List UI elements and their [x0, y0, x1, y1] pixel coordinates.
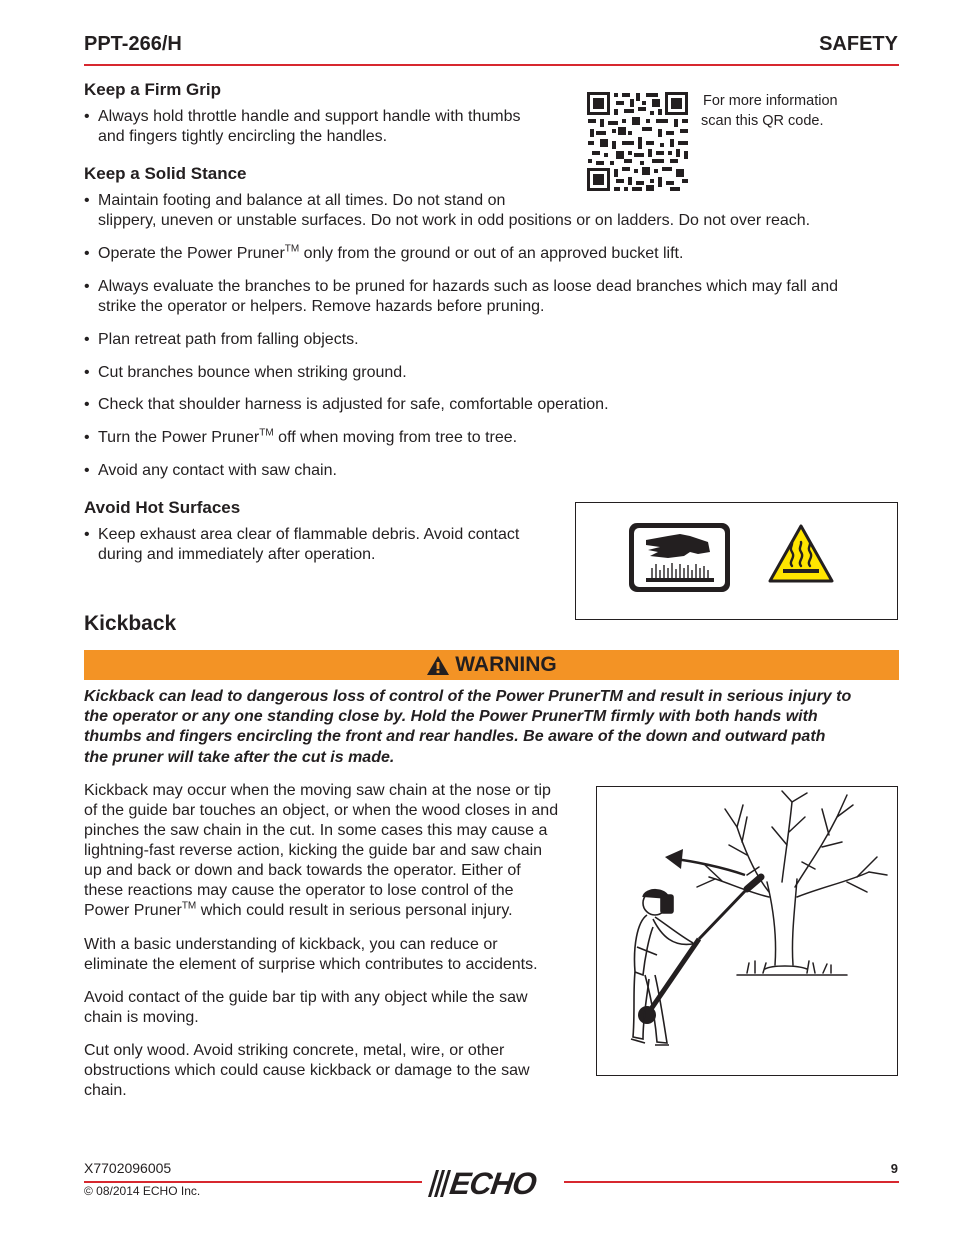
- hot-surface-warning-icon: [768, 524, 834, 584]
- operator-pruning-tree-illustration: [597, 787, 897, 1075]
- qr-code[interactable]: [586, 91, 689, 192]
- page-number: 9: [890, 1161, 898, 1176]
- hot-bullet: • Keep exhaust area clear of flammable debris. Avoid contact during and immediately after operation.: [84, 525, 564, 565]
- echo-logo: [426, 1167, 560, 1201]
- footer-rule-right: [564, 1181, 899, 1183]
- header-rule: [84, 64, 899, 66]
- grip-bullet: • Always hold throttle handle and support handle with thumbs and fingers tightly encircling the handles.: [84, 107, 564, 147]
- kickback-paragraph-2: With a basic understanding of kickback, you can reduce or eliminate the element of surprise which contributes to accidents.: [84, 936, 538, 973]
- stance-bullet-tree: • Turn the Power Pruner™ off when moving from tree to tree.: [84, 428, 899, 448]
- stance-bullet-bounce: • Cut branches bounce when striking ground.: [84, 363, 899, 383]
- kickback-illustration-box: [596, 786, 898, 1076]
- warning-label: WARNING: [455, 653, 557, 676]
- kickback-heading: Kickback: [84, 612, 177, 635]
- footer-rule-left: [84, 1181, 422, 1183]
- stance-bullet-chain: • Avoid any contact with saw chain.: [84, 461, 899, 481]
- kickback-paragraph-3: Avoid contact of the guide bar tip with any object while the saw chain is moving.: [84, 989, 528, 1026]
- stance-bullet-harness: • Check that shoulder harness is adjusted for safe, comfortable operation.: [84, 395, 899, 415]
- model-title: PPT-266/H: [84, 33, 182, 55]
- kickback-paragraph-4: Cut only wood. Avoid striking concrete, metal, wire, or other obstructions which could cause kickback or damage to the saw chain.: [84, 1042, 530, 1099]
- part-number: X7702096005: [84, 1160, 172, 1176]
- stance-bullet-evaluate: • Always evaluate the branches to be pruned for hazards such as loose dead branches which may fall and strike the operator or helpers. Remove hazards before pruning.: [84, 277, 899, 317]
- stance-bullet-footing: • Maintain footing and balance at all times. Do not stand on slippery, uneven or unstable surfaces. Do not work in odd positions or on ladders. Do not over reach.: [84, 191, 899, 231]
- warning-text: Kickback can lead to dangerous loss of control of the Power PrunerTM and result in serious injury to the operator or any one standing close by. Hold the Power PrunerTM firmly with both hands with thumbs and fingers encircling the front and rear handles. Be aware of the down and outward path the pruner will take after the cut is made.: [84, 688, 852, 766]
- stance-bullet-retreat: • Plan retreat path from falling objects.: [84, 330, 899, 350]
- section-title: SAFETY: [819, 33, 898, 55]
- kickback-paragraph-1: Kickback may occur when the moving saw chain at the nose or tip of the guide bar touches an object, or when the wood closes in and pinches the saw chain in the cut. In some cases this may cause a lightning-fast reverse action, kicking the guide bar and saw chain up and back or down and back towards the operator. Either of these reactions may cause the operator to lose control of the Power Pruner™ which could result in serious personal injury.: [84, 782, 559, 919]
- grip-heading: Keep a Firm Grip: [84, 80, 221, 99]
- stance-heading: Keep a Solid Stance: [84, 164, 247, 183]
- copyright: © 08/2014 ECHO Inc.: [84, 1184, 201, 1198]
- qr-caption: For more information scan this QR code.: [701, 93, 838, 129]
- hot-heading: Avoid Hot Surfaces: [84, 498, 241, 517]
- stance-bullet-operate: • Operate the Power Pruner™ only from the ground or out of an approved bucket lift.: [84, 244, 899, 264]
- echo-logo-text: ECHO: [447, 1166, 539, 1201]
- hand-heat-icon: [628, 522, 731, 593]
- hot-surface-symbols-box: [575, 502, 898, 620]
- warning-triangle-icon: [426, 655, 450, 676]
- warning-banner: [84, 650, 899, 680]
